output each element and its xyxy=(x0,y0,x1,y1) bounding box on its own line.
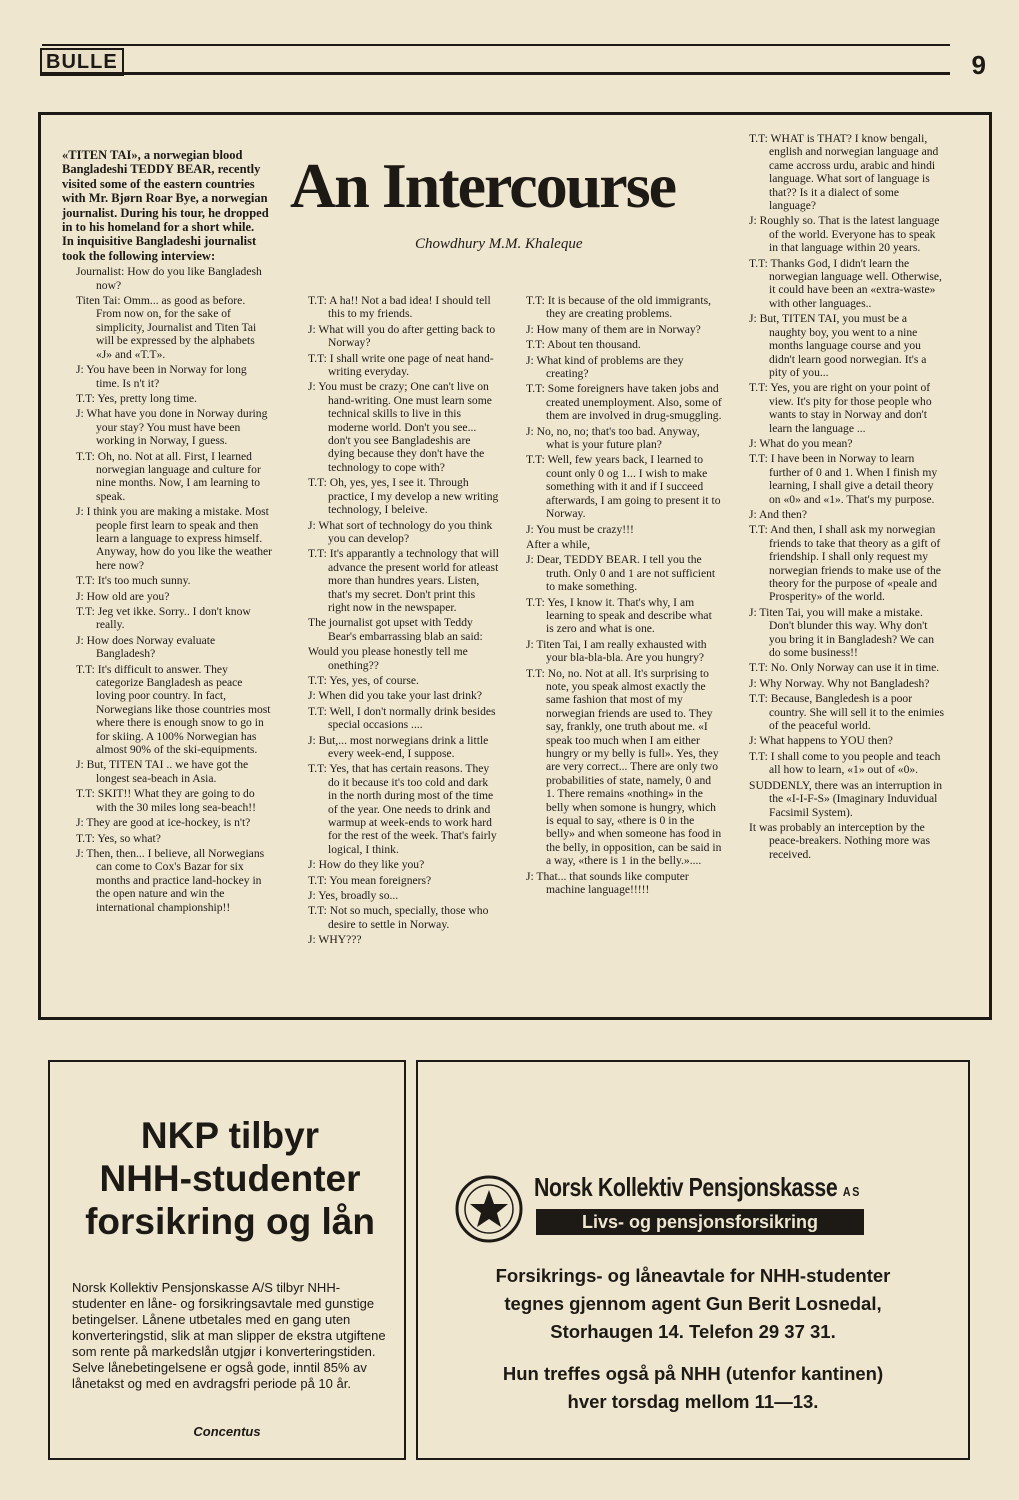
interview-paragraph: T.T: Not so much, specially, those who desire to settle in Norway. xyxy=(308,904,489,931)
interview-paragraph: Titen Tai: Omm... as good as before. From now on, for the sake of simplicity, Journalist and Titen Tai will be expressed by the alphabets «J» and «T.T». xyxy=(76,294,257,361)
interview-paragraph: T.T: It's too much sunny. xyxy=(76,574,191,588)
interview-paragraph: J: You have been in Norway for long time. Is n't it? xyxy=(76,363,247,390)
interview-paragraph: J: What sort of technology do you think you can develop? xyxy=(308,518,493,545)
interview-paragraph: Journalist: How do you like Bangladesh now? xyxy=(76,265,262,292)
interview-paragraph: T.T: Because, Bangledesh is a poor country. She will sell it to the enimies of the peaceful world. xyxy=(749,692,945,733)
interview-paragraph: J: Why Norway. Why not Bangladesh? xyxy=(749,676,930,690)
interview-paragraph: J: Titen Tai, you will make a mistake. Don't blunder this way. Why don't you bring it in Bangladesh? We can do some business!! xyxy=(749,605,934,660)
interview-paragraph: J: And then? xyxy=(749,507,807,521)
interview-paragraph: T.T: A ha!! Not a bad idea! I should tell this to my friends. xyxy=(308,294,491,321)
ad-line-4: Hun treffes også på NHH (utenfor kantinen) xyxy=(502,1363,884,1384)
interview-paragraph: T.T: Well, I don't normally drink besides special occasions .... xyxy=(308,704,496,732)
interview-paragraph: T.T: SKIT!! What they are going to do with the 30 miles long sea-beach!! xyxy=(76,787,257,814)
interview-paragraph: J: What kind of problems are they creating? xyxy=(526,353,684,381)
interview-paragraph: J: How old are you? xyxy=(76,589,170,603)
column-4 xyxy=(735,132,945,863)
interview-paragraph: T.T: You mean foreigners? xyxy=(308,873,432,887)
interview-paragraph: T.T: And then, I shall ask my norwegian friends to take that theory as a gift of friendship. I shall only request my norwegian friends to make use of the theory for the purpose of «peale and Prosperity» of the world. xyxy=(749,523,941,604)
interview-paragraph: The journalist got upset with Teddy Bear's embarrassing blab an said: xyxy=(308,616,483,643)
interview-paragraph: J: You must be crazy; One can't live on hand-writing. One must learn some technical skills to live in this moderne world. Don't you see... don't you see Bangladeshis are dying because they don't have the technology to cope with? xyxy=(308,380,492,474)
interview-paragraph: T.T: No. Only Norway can use it in time. xyxy=(749,661,940,675)
company-name: Norsk Kollektiv Pensjonskasse A S xyxy=(534,1172,860,1202)
article-title: An Intercourse xyxy=(290,150,675,221)
interview-paragraph: J: Yes, broadly so... xyxy=(308,889,399,903)
interview-paragraph: T.T: I shall come to you people and teach all how to learn, «1» out of «0». xyxy=(749,749,941,777)
company-tagline: Livs- og pensjonsforsikring xyxy=(536,1209,864,1235)
page-number: 9 xyxy=(971,50,986,80)
interview-paragraph: J: What happens to YOU then? xyxy=(749,734,893,748)
ad-line-2: tegnes gjennom agent Gun Berit Losnedal, xyxy=(504,1293,882,1314)
company-suffix: A S xyxy=(842,1184,860,1199)
interview-paragraph: T.T: I shall write one page of neat hand-writing everyday. xyxy=(308,351,494,379)
interview-paragraph: J: What have you done in Norway during your stay? You must have been working in Norway, I guess. xyxy=(76,407,268,448)
ad-line-5: hver torsdag mellom 11—13. xyxy=(567,1391,819,1412)
interview-paragraph: J: When did you take your last drink? xyxy=(308,689,482,703)
interview-paragraph: J: Then, then... I believe, all Norwegians can come to Cox's Bazar for six months and practice land-hockey in the open nature and win the international championship!! xyxy=(76,846,265,914)
interview-paragraph: J: That... that sounds like computer machine language!!!!! xyxy=(526,869,689,897)
interview-paragraph: T.T: It is because of the old immigrants, they are creating problems. xyxy=(526,294,711,321)
ad-body: Norsk Kollektiv Pensjonskasse A/S tilbyr NHH-studenter en låne- og forsikringsavtale med gunstige betingelser. Lånene utbetales med en gang uten konverteringstid, slik at man slipper de ekstra utgiftene som rente på markedslån utgjør i konverteringstiden. Selve lånebetingelsene er også gode, inntil 85% av lånetakst og med en avdragsfri periode på 10 år. xyxy=(72,1280,386,1391)
article-lead-intro: In inquisitive Bangladeshi journalist took the following interview: xyxy=(62,234,257,263)
interview-paragraph: J: They are good at ice-hockey, is n't? xyxy=(76,816,251,830)
interview-paragraph: J: How do they like you? xyxy=(308,858,425,872)
interview-paragraph: J: Roughly so. That is the latest language of the world. Everyone has to speak in that language within 20 years. xyxy=(749,214,940,255)
interview-paragraph: SUDDENLY, there was an interruption in the «I-I-F-S» (Imaginary Induvidual Facsimil System). xyxy=(749,778,943,819)
interview-paragraph: T.T: Yes, pretty long time. xyxy=(76,391,197,405)
interview-paragraph: J: No, no, no; that's too bad. Anyway, what is your future plan? xyxy=(526,424,700,452)
header-top-rule xyxy=(42,44,950,46)
article-lead: «TITEN TAI», a norwegian blood Bangladeshi TEDDY BEAR, recently visited some of the eastern countries with Mr. Bjørn Roar Bye, a norwegian journalist. During his tour, he dropped in to his homeland for a short while. xyxy=(62,148,269,235)
ad-line-1: Forsikrings- og låneavtale for NHH-studenter xyxy=(495,1265,891,1286)
ad-headline: NKP tilbyr NHH-studenter forsikring og lån xyxy=(85,1115,375,1242)
interview-paragraph: T.T: Yes, you are right on your point of view. It's pity for those people who wants to stay in Norway and don't learn the language ... xyxy=(749,381,932,435)
interview-paragraph: J: Titen Tai, I am really exhausted with your bla-bla-bla. Are you hungry? xyxy=(526,637,707,665)
interview-paragraph: After a while, xyxy=(526,537,591,551)
ad-line-3: Storhaugen 14. Telefon 29 37 31. xyxy=(550,1321,836,1342)
interview-paragraph: J: WHY??? xyxy=(308,933,362,947)
interview-paragraph: T.T: Yes, so what? xyxy=(76,831,161,845)
company-emblem-icon xyxy=(454,1174,524,1244)
interview-paragraph: J: What do you mean? xyxy=(749,436,853,450)
interview-paragraph: J: But,... most norwegians drink a little every week-end, I suppose. xyxy=(308,733,489,760)
bulle-logo: BULLE xyxy=(40,48,124,76)
interview-paragraph: J: You must be crazy!!! xyxy=(526,522,634,536)
interview-paragraph: T.T: WHAT is THAT? I know bengali, english and norwegian language and came accross urdu, arabic and hindi language. What sort of language is that?? Is it a dialect of some language? xyxy=(749,132,939,213)
page-header xyxy=(30,42,988,82)
interview-paragraph: J: How does Norway evaluate Bangladesh? xyxy=(76,633,216,661)
interview-paragraph: T.T: Well, few years back, I learned to count only 0 og 1... I wish to make something with it and if I succeed afterwards, I am going to present it to Norway. xyxy=(526,453,721,521)
article-byline: Chowdhury M.M. Khaleque xyxy=(415,236,583,252)
pensjonskasse-advertisement xyxy=(416,1060,970,1460)
column-2 xyxy=(294,294,499,949)
interview-paragraph: T.T: Yes, I know it. That's why, I am learning to speak and describe what is zero and what is one. xyxy=(526,595,712,636)
interview-paragraph: J: How many of them are in Norway? xyxy=(526,322,701,336)
interview-paragraph: T.T: Yes, that has certain reasons. They do it because it's too cold and dark in the north during most of the time of the year. One needs to drink and warmup at week-ends to work hard for the rest of the week. That's fairly logical, I think. xyxy=(308,762,497,856)
interview-paragraph: T.T: Thanks God, I didn't learn the norwegian language well. Otherwise, it could have been an «extra-waste» with other languages.. xyxy=(749,256,942,310)
ad-signature: Concentus xyxy=(193,1424,261,1439)
interview-paragraph: T.T: Yes, yes, of course. xyxy=(308,673,419,687)
interview-paragraph: T.T: Some foreigners have taken jobs and created unemployment. Also, some of them are involved in drug-smuggling. xyxy=(526,382,722,423)
interview-paragraph: T.T: No, no. Not at all. It's surprising to note, you speak almost exactly the same fashion that most of my norwegian friends are used to. They say, frankly, one truth about me. «I speak too much when I am either hungry or my belly is full». Yes, they are very correct... There are only two probabilities of state, namely, 0 and 1. There remains «nothing» in the belly when somone is hungry, which is equal to say, «there is 0 in the belly» and when someone has food in the belly, in opposition, can be said in a way, «there is 1 in the belly.».... xyxy=(526,666,722,868)
interview-paragraph: It was probably an interception by the peace-breakers. Nothing more was received. xyxy=(749,820,930,861)
interview-paragraph: T.T: Jeg vet ikke. Sorry.. I don't know really. xyxy=(76,605,251,632)
interview-paragraph: T.T: About ten thousand. xyxy=(526,338,641,352)
column-3 xyxy=(512,294,722,898)
interview-paragraph: J: Dear, TEDDY BEAR. I tell you the truth. Only 0 and 1 are not sufficient to make something. xyxy=(526,553,716,594)
interview-paragraph: T.T: Oh, no. Not at all. First, I learned norwegian language and culture for nine months. Now, I am learning to speak. xyxy=(76,449,261,503)
interview-paragraph: T.T: Oh, yes, yes, I see it. Through practice, I my develop a new writing technology, I beleive. xyxy=(308,476,499,517)
interview-paragraph: T.T: It's apparantly a technology that will advance the present world for atleast more than hundres years. Listen, that's my secret. Don't print this right now in the newspaper. xyxy=(308,547,499,614)
interview-paragraph: T.T: I have been in Norway to learn further of 0 and 1. When I finish my learning, I shall give a detail theory on «0» and «1». That's my purpose. xyxy=(749,452,938,506)
nkp-advertisement xyxy=(48,1060,406,1460)
header-rule xyxy=(42,72,950,75)
interview-paragraph: J: But, TITEN TAI, you must be a naughty boy, you went to a nine months language course and you didn't learn good norwegian. It's a pity of you... xyxy=(749,312,927,379)
interview-paragraph: Would you please honestly tell me onething?? xyxy=(308,645,468,672)
article-lead-column xyxy=(62,148,272,916)
interview-paragraph: T.T: It's difficult to answer. They categorize Bangladesh as peace loving poor country. In fact, Norwegians like those countries most where there is enough snow to go in for skiing. A 100% Norwegian has almost 90% of the ski-equipments. xyxy=(76,662,271,757)
interview-paragraph: J: What will you do after getting back to Norway? xyxy=(308,322,496,350)
interview-paragraph: J: But, TITEN TAI .. we have got the longest sea-beach in Asia. xyxy=(76,758,249,785)
column-1 xyxy=(62,265,272,914)
interview-paragraph: J: I think you are making a mistake. Most people first learn to speak and then learn a language to express himself. Anyway, how do you like the weather here now? xyxy=(76,505,273,572)
